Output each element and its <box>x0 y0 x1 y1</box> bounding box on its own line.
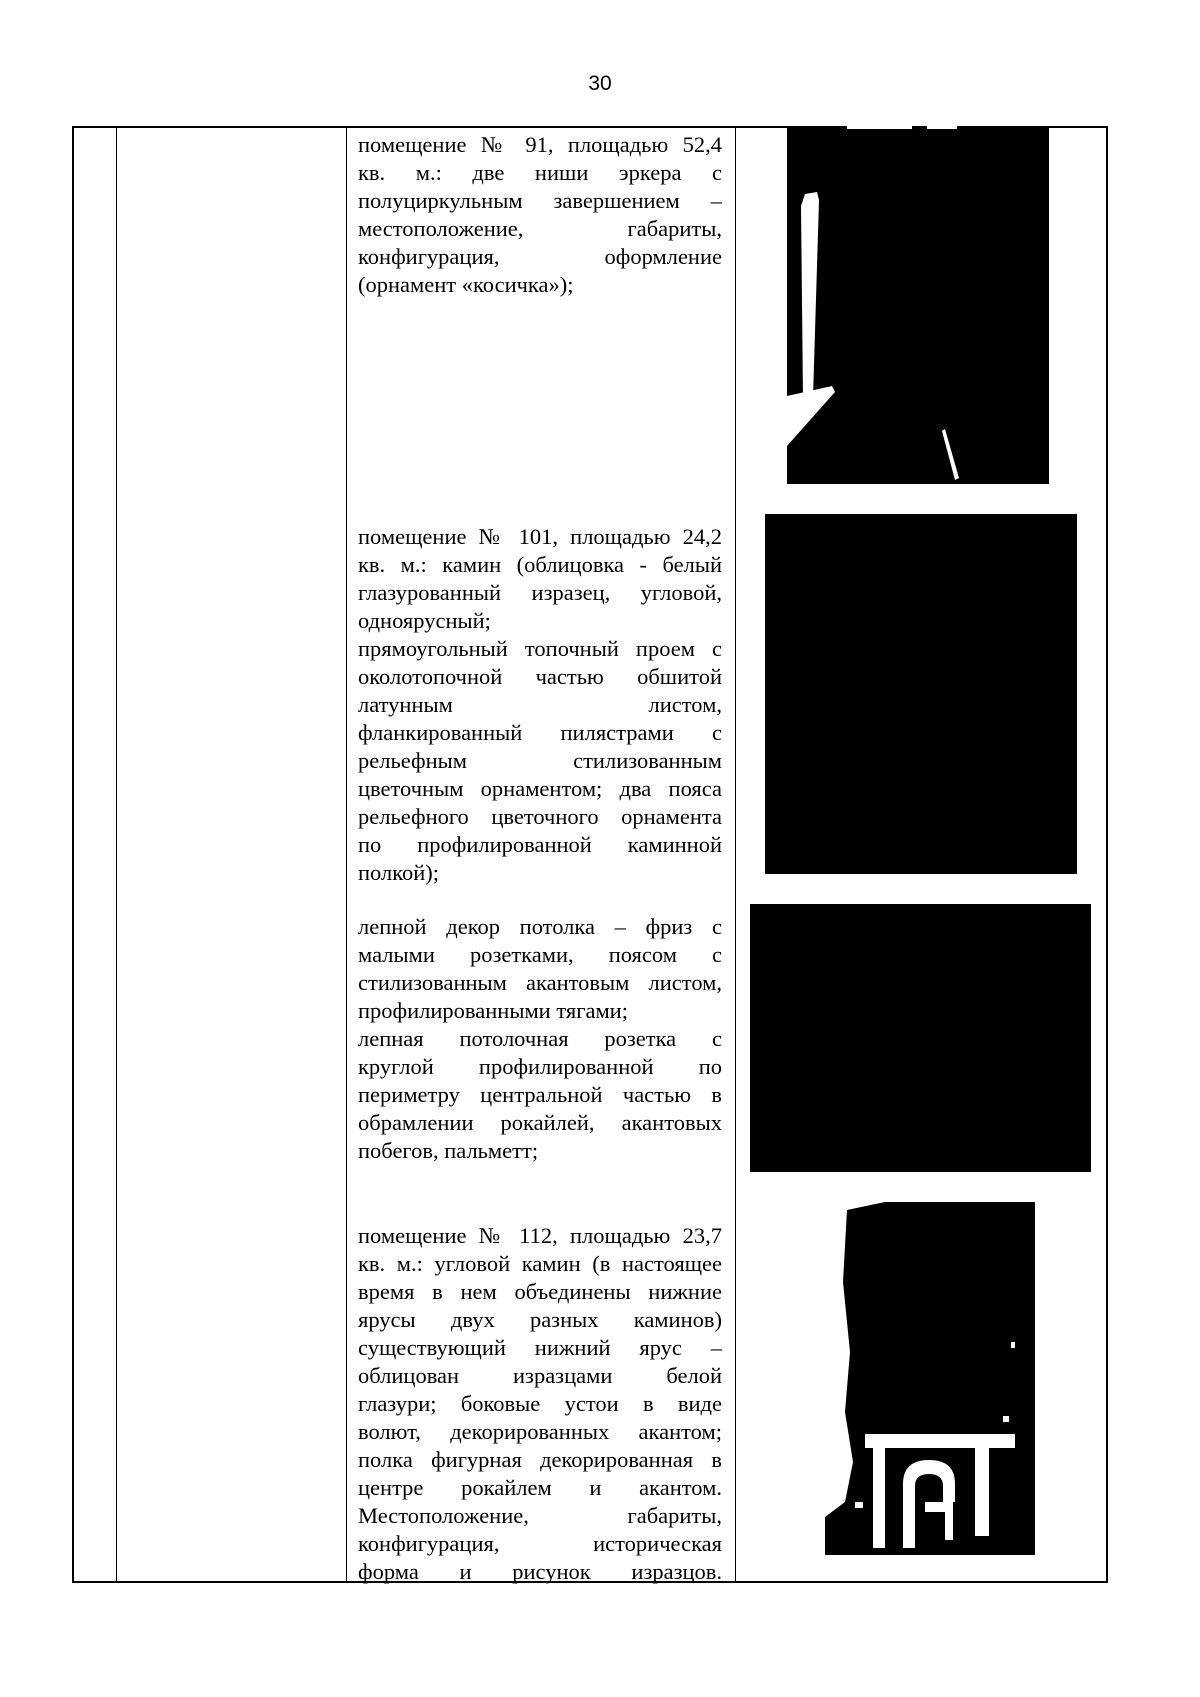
text-line: конфигурация, историческая <box>358 1531 722 1556</box>
text-line: околотопочной частью обшитой <box>358 664 722 689</box>
text-line: прямоугольный топочный проем с <box>358 636 722 661</box>
text-line: фланкированный пилястрами с <box>358 720 722 745</box>
entry-room-112-text <box>358 1222 722 1586</box>
text-line: (орнамент «косичка»); <box>358 272 574 297</box>
entry-room-101-text <box>358 523 722 887</box>
text-line: форма и рисунок изразцов. <box>358 1559 722 1584</box>
text-line: облицован изразцами белой <box>358 1363 722 1388</box>
text-line: глазурованный изразец, угловой, <box>358 580 722 605</box>
text-line: малыми розетками, поясом с <box>358 942 722 967</box>
bay-niche-photo <box>787 126 1049 484</box>
column-divider-3 <box>735 128 736 1581</box>
text-line: лепная потолочная розетка с <box>358 1026 722 1051</box>
ceiling-decor-photo <box>750 904 1091 1172</box>
text-line: рельефного цветочного орнамента <box>358 804 722 829</box>
column-divider-2 <box>346 128 347 1581</box>
text-line: помещение № 91, площадью 52,4 <box>358 132 722 157</box>
text-line: по профилированной каминной <box>358 832 722 857</box>
text-line: побегов, пальметт; <box>358 1138 539 1163</box>
corner-fireplace-photo-112 <box>825 1202 1035 1555</box>
page-number: 30 <box>588 72 612 95</box>
text-line: латунным листом, <box>358 692 722 717</box>
text-line: одноярусный; <box>358 608 491 633</box>
text-line: волют, декорированных акантом; <box>358 1419 722 1444</box>
text-line: помещение № 112, площадью 23,7 <box>358 1223 722 1248</box>
text-line: полкой); <box>358 860 440 885</box>
text-line: полуциркульным завершением – <box>358 188 722 213</box>
text-line: существующий нижний ярус – <box>358 1335 722 1360</box>
text-line: глазури; боковые устои в виде <box>358 1391 722 1416</box>
text-line: лепной декор потолка – фриз с <box>358 914 722 939</box>
text-line: конфигурация, оформление <box>358 244 722 269</box>
text-line: центре рокайлем и акантом. <box>358 1475 722 1500</box>
text-line: ярусы двух разных каминов) <box>358 1307 722 1332</box>
text-line: стилизованным акантовым листом, <box>358 970 722 995</box>
fireplace-photo-101 <box>765 514 1077 874</box>
column-divider-1 <box>116 128 117 1581</box>
text-line: Местоположение, габариты, <box>358 1503 722 1528</box>
text-line: кв. м.: камин (облицовка - белый <box>358 552 722 577</box>
text-line: круглой профилированной по <box>358 1054 722 1079</box>
text-line: помещение № 101, площадью 24,2 <box>358 524 722 549</box>
text-line: кв. м.: угловой камин (в настоящее <box>358 1251 722 1276</box>
text-line: цветочным орнаментом; два пояса <box>358 776 722 801</box>
text-line: время в нем объединены нижние <box>358 1279 722 1304</box>
text-line: полка фигурная декорированная в <box>358 1447 722 1472</box>
text-line: периметру центральной частью в <box>358 1082 722 1107</box>
text-line: местоположение, габариты, <box>358 216 722 241</box>
entry-ceiling-decor-text <box>358 913 722 1165</box>
text-line: обрамлении рокайлей, акантовых <box>358 1110 722 1135</box>
entry-room-91-text <box>358 131 722 299</box>
text-line: рельефным стилизованным <box>358 748 722 773</box>
text-line: кв. м.: две ниши эркера с <box>358 160 722 185</box>
text-line: профилированными тягами; <box>358 998 628 1023</box>
